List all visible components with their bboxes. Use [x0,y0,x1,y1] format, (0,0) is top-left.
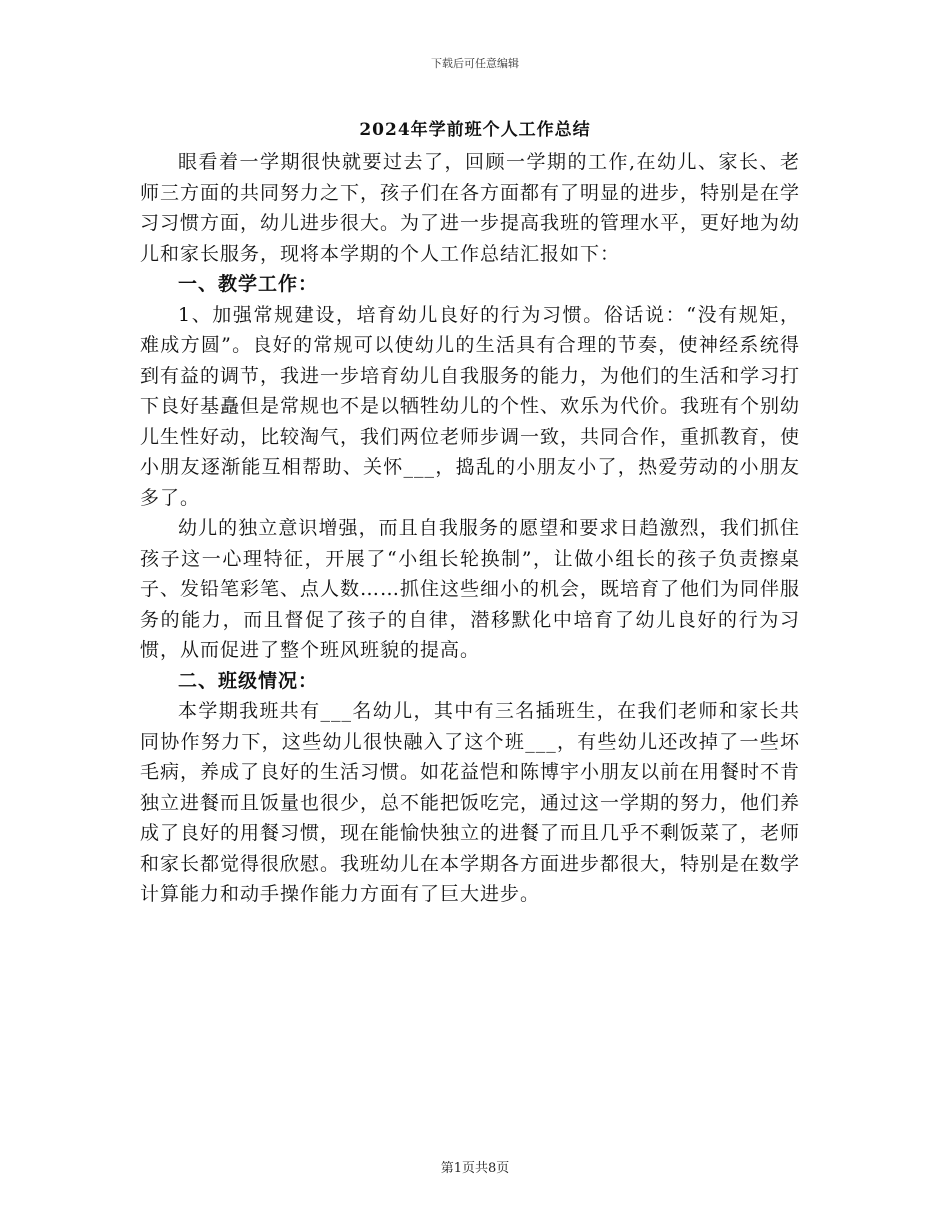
section-heading-teaching: 一、教学工作： [178,273,319,295]
page-number: 第1页共8页 [440,1161,510,1176]
section-heading-class: 二、班级情况： [178,669,319,692]
document-body [140,147,800,910]
intro-paragraph: 眼看着一学期很快就要过去了，回顾一学期的工作,在幼儿、家长、老师三方面的共同努力之下，孩子们在各方面都有了明显的进步，特别是在学习习惯方面，幼儿进步很大。为了进一步提高我班的管理水平，更好地为幼儿和家长服务，现将本学期的个人工作总结汇报如下： [140,151,801,265]
document-title: 2024年学前班个人工作总结 [359,120,591,140]
class-paragraph-1: 本学期我班共有___名幼儿，其中有三名插班生，在我们老师和家长共同协作努力下，这些幼儿很快融入了这个班___，有些幼儿还改掉了一些坏毛病，养成了良好的生活习惯。如花益恺和陈博宇小朋友以前在用餐时不肯独立进餐而且饭量也很少，总不能把饭吃完，通过这一学期的努力，他们养成了良好的用餐习惯，现在能愉快独立的进餐了而且几乎不剩饭菜了，老师和家长都觉得很欣慰。我班幼儿在本学期各方面进步都很大，特别是在数学计算能力和动手操作能力方面有了巨大进步。 [140,700,801,905]
teaching-paragraph-1: 1、加强常规建设，培育幼儿良好的行为习惯。俗话说：“没有规矩，难成方圆”。良好的常规可以使幼儿的生活具有合理的节奏，使神经系统得到有益的调节，我进一步培育幼儿自我服务的能力，为他们的生活和学习打下良好基矗但是常规也不是以牺牲幼儿的个性、欢乐为代价。我班有个别幼儿生性好动，比较淘气，我们两位老师步调一致，共同合作，重抓教育，使小朋友逐渐能互相帮助、关怀___，捣乱的小朋友小了，热爱劳动的小朋友多了。 [140,303,801,509]
teaching-paragraph-2: 幼儿的独立意识增强，而且自我服务的愿望和要求日趋激烈，我们抓住孩子这一心理特征，开展了“小组长轮换制”，让做小组长的孩子负责擦桌子、发铅笔彩笔、点人数……抓住这些细小的机会，既培育了他们为同伴服务的能力，而且督促了孩子的自律，潜移默化中培育了幼儿良好的行为习惯，从而促进了整个班风班貌的提高。 [140,517,801,661]
header-note: 下载后可任意编辑 [431,57,519,70]
